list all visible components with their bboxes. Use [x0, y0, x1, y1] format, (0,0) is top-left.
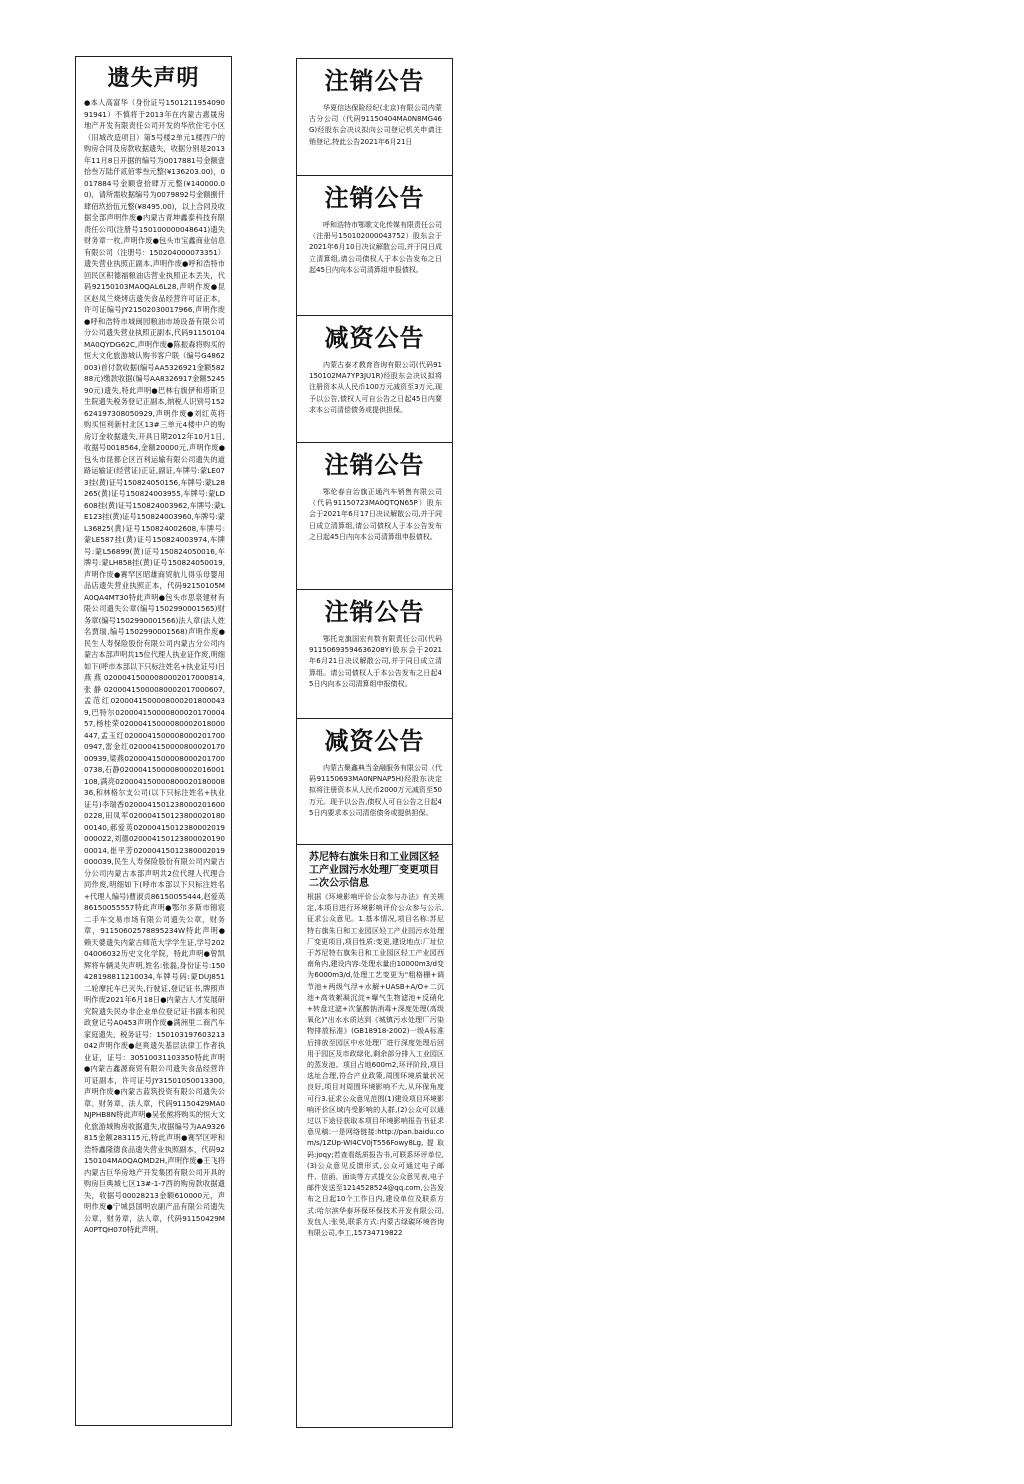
notice-body: 鄂伦春自治旗正通汽车销售有限公司（代码91150723MA0QTQN65P）股东会于2021年6月17日决议解散公司,并于同日成立清算组,请公司债权人于本公告发布之日起45日内向本公司清算组申报债权。: [309, 488, 442, 541]
notice-block: [297, 590, 452, 719]
project-notice-block: [297, 845, 452, 1239]
notice-title: 注销公告: [324, 597, 425, 626]
notice-block: [297, 316, 452, 443]
notice-body: 华夏信达保险经纪(北京)有限公司内蒙古分公司（代码91150404MA0N8MG46G)经股东会决议拟向公司登记机关申请注销登记,特此公告2021年6月21日: [309, 104, 442, 146]
lost-notice-column: [75, 56, 232, 1426]
notice-title: 减资公告: [324, 726, 425, 755]
notice-block: [297, 719, 452, 845]
lost-notice-body: ●本人高富华（身份证号150121195409091941）不慎将于2013年在内蒙古惠晟房地产开发有限责任公司开发的华欣住宅小区（旧城改造项目）第5号楼2单元1楼西户的购房合同及房款收据遗失，收据分别是2013年11月8日开据的编号为0017881号金额壹拾叁万陆仟贰佰零叁元整(¥136203.00)，0017884号金额壹拾肆万元整(¥140000.00)，请所需收据编号为0079892号金额捌仟肆佰玖拾伍元整(¥8495.00)，以上合同及收据全部声明作废●内蒙古青坤鑫泰科技有限责任公司(注册号150100000048641)遗失财务章一枚,声明作废●包头市宝鑫商业信息有限公司（注册号：150204000073351）遗失营业执照正副本,声明作废●呼和浩特市回民区积德福粮油店营业执照正本丢失，代码92150103MA0QAL6L28,声明作废●昆区赵凤兰烧烤店遗失食品经营许可证正本，许可证编号JY21502030017966,声明作废●呼和浩特市城闽园粮油市场设备有限公司分公司遗失营业执照正副本,代码91150104MA0QYDG62C,声明作废●陈振森将购买的恒大文化旅游城认购书客户联（编号G4862003)首付款收据(编号AA5326921金额58288元)缴款收据(编号AA8326917金额524590元)遗失,特此声明●巴林右旗伊和塔斯卫生院遗失税务登记正副本,纳税人识别号152624197308050929,声明作废●刘红英将购买恒利新村北区13#三单元4楼中户的购房订金收据遗失,开具日期2012年10月1日,收据号0018564,金额20000元,声明作废●包头市昆都仑区百利运输有限公司遗失的道路运输证(经营证)正证,副证,车牌号:蒙LE073挂(黄)证号150824050156,车牌号:蒙L28265(黄)证号150824003955,车牌号:蒙LD608挂(黄)证号150824003962,车牌号:蒙LE123挂(黄)证号150824003960,车牌号:蒙L36825(黄)证号150824002608,车牌号:蒙LE587挂(黄)证号150824003974,车牌号:蒙L56899(黄)证号150824050016,车牌号:蒙LH858挂(黄)证号150824050019,声明作废●赛罕区昭雄商贸航儿得乐母婴用品店遗失营业执照正本，代码92150105MA0QA4MT30特此声明●包头市思泉建材有限公司遗失公章(编号1502990001565)财务章(编号1502990001566)法人章(法人姓名贾瑞,编号1502990001568)声明作废●民生人寿保险股份有限公司内蒙古分公司内蒙古本部声明共15位代理人执业证作废,明细如下(呼市本部以下只标注姓名+执业证号)吕燕燕02000415000080002017000814,张静02000415000080002017000607,孟范红02000415000080002018000439,巴特尔02000415000080002017000457,杨桂荣02000415000080002018000447,孟玉红02000415000080002017000947,雷金红02000415000080002017000939,梁燕02000415000080002017000738,石静02000415000080002016001108,满亮02000415000080002018000836,和林格尔支公司(以下只标注姓名+执业证号)李瑞香02000415012380002016000228,田凤军02000415012380002018000140,郝爱英02000415012380002019000022,刘德02000415012380002019000014,崔平芳02000415012380002019000039,民生人寿保险股份有限公司内蒙古分公司内蒙古本部声明共2位代理人代理合同作废,明细如下(呼市本部以下只标注姓名+代理人编号)曹淑贞86150055444,赵爱英86150055557特此声明●鄂尔多斯市锦宸二手车交易市场有限公司遗失公章，财务章，91150602578895234W特此声明●赖天婆遗失内蒙古师范大学学生证,学号20204006032历史文化学院，特此声明●曾凯辉将车辆灵失声明,姓名:张磊,身份证号:150428198811210034,车牌号码:蒙DUJ851二轮摩托车已灭失,行驶证,登记证书,牌照声明作废2021年6月18日●内蒙古人才发展研究院遗失民办非企业单位登记证书副本和民政登记号A0453声明作废●满洲里二商汽车家庭遗失，税务证号：150103197603213042声明作废●赵爽遗失基层法律工作者执业证，证号：30510031103350特此声明●内蒙古鑫源商贸有限公司遗失食品经营许可证副本，许可证号JY31501050013300,声明作废●内蒙古蓝筑投资有限公司遗失公章、财务章、法人章，代码91150429MA0NJPHB8N特此声明●吴张熊将购买的恒大文化旅游城购房收据遗失,收据编号为AA9326815金额283115元,特此声明●赛罕区呼和浩特鑫隆德食品遗失营业执照副本，代码92150104MA0QAQMD2H,声明作废●王飞将内蒙古巨华房地产开发集团有限公司开具的购房巨典城七区13#-1-7西的购房款收据遗失，收据号00028213金额610000元，声明作废●宁城县国明农副产品有限公司遗失公章，财务章，法人章，代码91150429MA0PTQH070特此声明。: [84, 98, 226, 1234]
notice-block: [297, 59, 452, 176]
notice-block: [297, 443, 452, 590]
notice-title: 注销公告: [324, 66, 425, 95]
notice-body: 内蒙古泰才教育咨询有限公司(代码91150102MA7YP3JU1R)经股东会决议拟将注册资本从人民币100万元减资至3万元,现予以公告,债权人可自公告之日起45日内要求本公司清偿债务或提供担保。: [309, 361, 442, 414]
notice-title: 注销公告: [324, 450, 425, 479]
notice-title: 注销公告: [324, 183, 425, 212]
lost-notice-title: 遗失声明: [107, 65, 200, 91]
notice-body: 呼和浩特市鄂歌文化传媒有限责任公司（注册号150102000043752）股东会于2021年6月10日决议解散公司,并于同日成立清算组,请公司债权人于本公告发布之日起45日内向本公司清算组申报债权。: [309, 221, 442, 274]
notice-body: 鄂托克旗国宏有数有限责任公司(代码91150693594636208Y)股东会于2021年6月21日决议解散公司,并于同日成立清算组。请公司债权人于本公告发布之日起45日内向本公司清算组申报债权。: [309, 635, 442, 688]
notice-title: 减资公告: [324, 323, 425, 352]
notice-block: [297, 176, 452, 316]
notices-column: [296, 58, 453, 1428]
project-notice-body: 根据《环境影响评价公众参与办法》有关规定,本项目进行环境影响评价公众参与公示,征求公众意见。1.基本情况,项目名称:苏尼特右旗朱日和工业园区轻工产业园污水处理厂变更项目,项目性质:变更,建设地点:厂址位于苏尼特右旗朱日和工业园区轻工产业园西南角内,建设内容:处理水量由10000m3/d变为6000m3/d,处理工艺变更为"粗格栅+调节池+两级气浮+水解+UASB+A/O+二沉池+高效絮凝沉淀+曝气生物滤池+反硝化+转盘过滤+次氯酸钠消毒+深度处理(高级氧化)"出水水质达到《城镇污水处理厂污染物排放标准》(GB18918-2002)一级A标准后排放至园区中水处理厂进行深度处理后回用于园区及市政绿化,剩余部分排入工业园区的蒸发池。项目占地600m2,环评阶段,项目选址合理,符合产业政策,周围环境质量状况良好,项目对周围环境影响不大,从环保角度可行3.征求公众意见范围(1)建设项目环境影响评价区域内受影响的人群,(2)公众可以通过以下途径获取本项目环境影响报告书征求意见稿:一是网络链接:http://pan.baidu.com/s/1ZUp-WI4CV0jT556Fowy8Lg,提取码:joqy;若查看纸质报告书,可联系环评单位,(3)公众意见反馈形式,公众可通过电子邮件、信函、面谈等方式提交公众意见表,电子邮件发送至1214528524@qq.com,公告发布之日起10个工作日内,建设单位及联系方式:哈尔滨华泰环保环保技术开发有限公司,发包人:张昊,联系方式:内蒙古绿碳环境咨询有限公司,李工,15734719822: [307, 893, 444, 1238]
notice-body: 内蒙古聚鑫典当金融服务有限公司（代码91150693MA0NPNAP5H)经股东决定拟将注册资本从人民币2000万元减资至50万元。现予以公告,债权人可自公告之日起45日内要求本公司清偿债务或提供担保。: [309, 764, 442, 817]
project-notice-title: 苏尼特右旗朱日和工业园区轻工产业园污水处理厂变更项目二次公示信息: [309, 852, 439, 889]
